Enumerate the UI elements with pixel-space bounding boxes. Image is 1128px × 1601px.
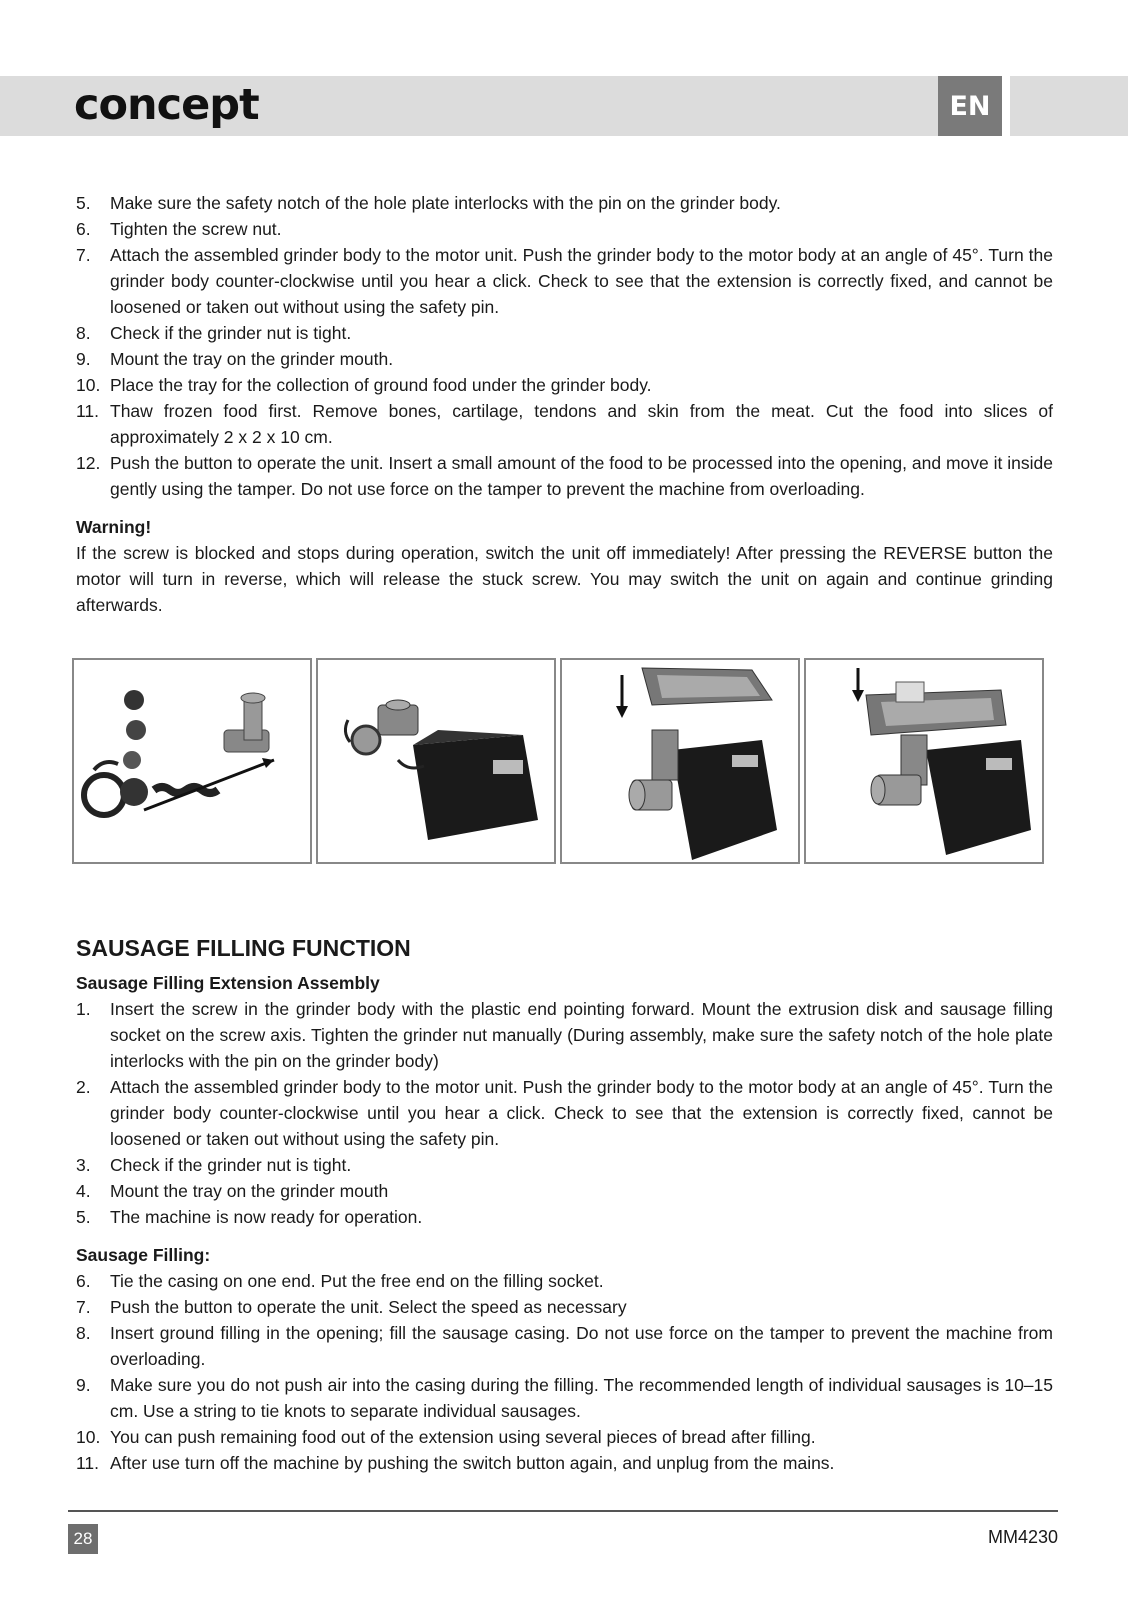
step-text: Tighten the screw nut. xyxy=(110,219,282,239)
step-text: Push the button to operate the unit. Insert a small amount of the food to be processed into the opening, and move it inside gently using the tamper. Do not use force on the tamper to prevent the machine from overloading. xyxy=(110,453,1053,499)
step-number: 7. xyxy=(76,245,91,265)
step-text: Insert the screw in the grinder body with the plastic end pointing forward. Mount the extrusion disk and sausage filling socket on the screw axis. Tighten the grinder nut manually (During assembly, make sure the safety notch of the hole plate interlocks with the pin on the grinder body) xyxy=(110,999,1053,1071)
illustration-attach-grinder xyxy=(316,658,556,864)
assembly-subtitle: Sausage Filling Extension Assembly xyxy=(76,973,380,993)
section-title: SAUSAGE FILLING FUNCTION xyxy=(76,935,411,961)
list-item xyxy=(76,1294,1053,1320)
step-text: Push the button to operate the unit. Select the speed as necessary xyxy=(110,1297,627,1317)
step-text: Place the tray for the collection of ground food under the grinder body. xyxy=(110,375,652,395)
step-number: 9. xyxy=(76,1375,91,1395)
step-text: Check if the grinder nut is tight. xyxy=(110,1155,352,1175)
list-item xyxy=(76,1204,1053,1230)
step-text: You can push remaining food out of the extension using several pieces of bread after filling. xyxy=(110,1427,816,1447)
filling-steps-list xyxy=(76,1268,1053,1476)
step-number: 12. xyxy=(76,453,101,473)
step-number: 8. xyxy=(76,323,91,343)
list-item xyxy=(76,190,1053,216)
step-text: Make sure you do not push air into the casing during the filling. The recommended length of individual sausages is 10–15 cm. Use a string to tie knots to separate individual sausages. xyxy=(110,1375,1053,1421)
grinder-steps-block xyxy=(76,190,1053,618)
illustration-assembled-unit xyxy=(804,658,1044,864)
step-number: 3. xyxy=(76,1155,91,1175)
step-text: Insert ground filling in the opening; fill the sausage casing. Do not use force on the tamper to prevent the machine from overloading. xyxy=(110,1323,1053,1369)
grinder-steps-list xyxy=(76,190,1053,502)
step-number: 1. xyxy=(76,999,91,1019)
step-text: Attach the assembled grinder body to the motor unit. Push the grinder body to the motor body at an angle of 45°. Turn the grinder body counter-clockwise until you hear a click. Check to see that the extension is correctly fixed, cannot be loosened or taken out without using the safety pin. xyxy=(110,1077,1053,1149)
step-number: 4. xyxy=(76,1181,91,1201)
step-number: 11. xyxy=(76,1453,100,1473)
filling-subtitle: Sausage Filling: xyxy=(76,1245,211,1265)
attach-grinder-image xyxy=(318,660,554,862)
list-item xyxy=(76,242,1053,320)
warning-title: Warning! xyxy=(76,517,152,537)
brand-logo: concept xyxy=(74,80,259,130)
step-number: 9. xyxy=(76,349,91,369)
illustration-parts-exploded xyxy=(72,658,312,864)
assembly-illustrations xyxy=(72,658,1066,870)
list-item xyxy=(76,1152,1053,1178)
step-number: 8. xyxy=(76,1323,91,1343)
step-number: 6. xyxy=(76,219,91,239)
assembly-steps-list xyxy=(76,996,1053,1230)
step-number: 2. xyxy=(76,1077,91,1097)
warning-text: If the screw is blocked and stops during operation, switch the unit off immediately! After pressing the REVERSE button the motor will turn in reverse, which will release the stuck screw. You may switch the unit on again and continue grinding afterwards. xyxy=(76,543,1053,615)
step-number: 11. xyxy=(76,401,100,421)
list-item xyxy=(76,1372,1053,1424)
step-text: Check if the grinder nut is tight. xyxy=(110,323,352,343)
step-text: Thaw frozen food first. Remove bones, cartilage, tendons and skin from the meat. Cut the food into slices of approximately 2 x 2 x 10 cm. xyxy=(110,401,1053,447)
list-item xyxy=(76,1178,1053,1204)
step-text: Mount the tray on the grinder mouth xyxy=(110,1181,389,1201)
list-item xyxy=(76,1268,1053,1294)
list-item xyxy=(76,1074,1053,1152)
assembled-unit-image xyxy=(806,660,1042,862)
list-item xyxy=(76,450,1053,502)
list-item xyxy=(76,996,1053,1074)
step-text: Make sure the safety notch of the hole plate interlocks with the pin on the grinder body. xyxy=(110,193,781,213)
step-number: 5. xyxy=(76,193,91,213)
exploded-parts-image xyxy=(74,660,310,862)
sausage-section-block xyxy=(76,970,1053,1476)
list-item xyxy=(76,372,1053,398)
list-item xyxy=(76,1424,1053,1450)
list-item xyxy=(76,1320,1053,1372)
list-item xyxy=(76,346,1053,372)
list-item xyxy=(76,398,1053,450)
step-number: 6. xyxy=(76,1271,91,1291)
step-number: 7. xyxy=(76,1297,91,1317)
step-number: 10. xyxy=(76,375,101,395)
list-item xyxy=(76,320,1053,346)
footer-divider xyxy=(68,1510,1058,1512)
step-number: 10. xyxy=(76,1427,101,1447)
step-text: After use turn off the machine by pushing the switch button again, and unplug from the mains. xyxy=(110,1453,835,1473)
list-item xyxy=(76,216,1053,242)
step-text: Attach the assembled grinder body to the motor unit. Push the grinder body to the motor body at an angle of 45°. Turn the grinder body counter-clockwise until you hear a click. Check to see that the extension is correctly fixed, and cannot be loosened or taken out without using the safety pin. xyxy=(110,245,1053,317)
step-text: Tie the casing on one end. Put the free end on the filling socket. xyxy=(110,1271,604,1291)
mount-tray-image xyxy=(562,660,798,862)
model-number: MM4230 xyxy=(987,1527,1058,1547)
list-item xyxy=(76,1450,1053,1476)
step-text: The machine is now ready for operation. xyxy=(110,1207,423,1227)
step-text: Mount the tray on the grinder mouth. xyxy=(110,349,394,369)
step-number: 5. xyxy=(76,1207,91,1227)
header-divider xyxy=(1002,76,1010,136)
page-number: 28 xyxy=(68,1524,98,1554)
language-badge: EN xyxy=(938,76,1002,136)
illustration-mount-tray xyxy=(560,658,800,864)
